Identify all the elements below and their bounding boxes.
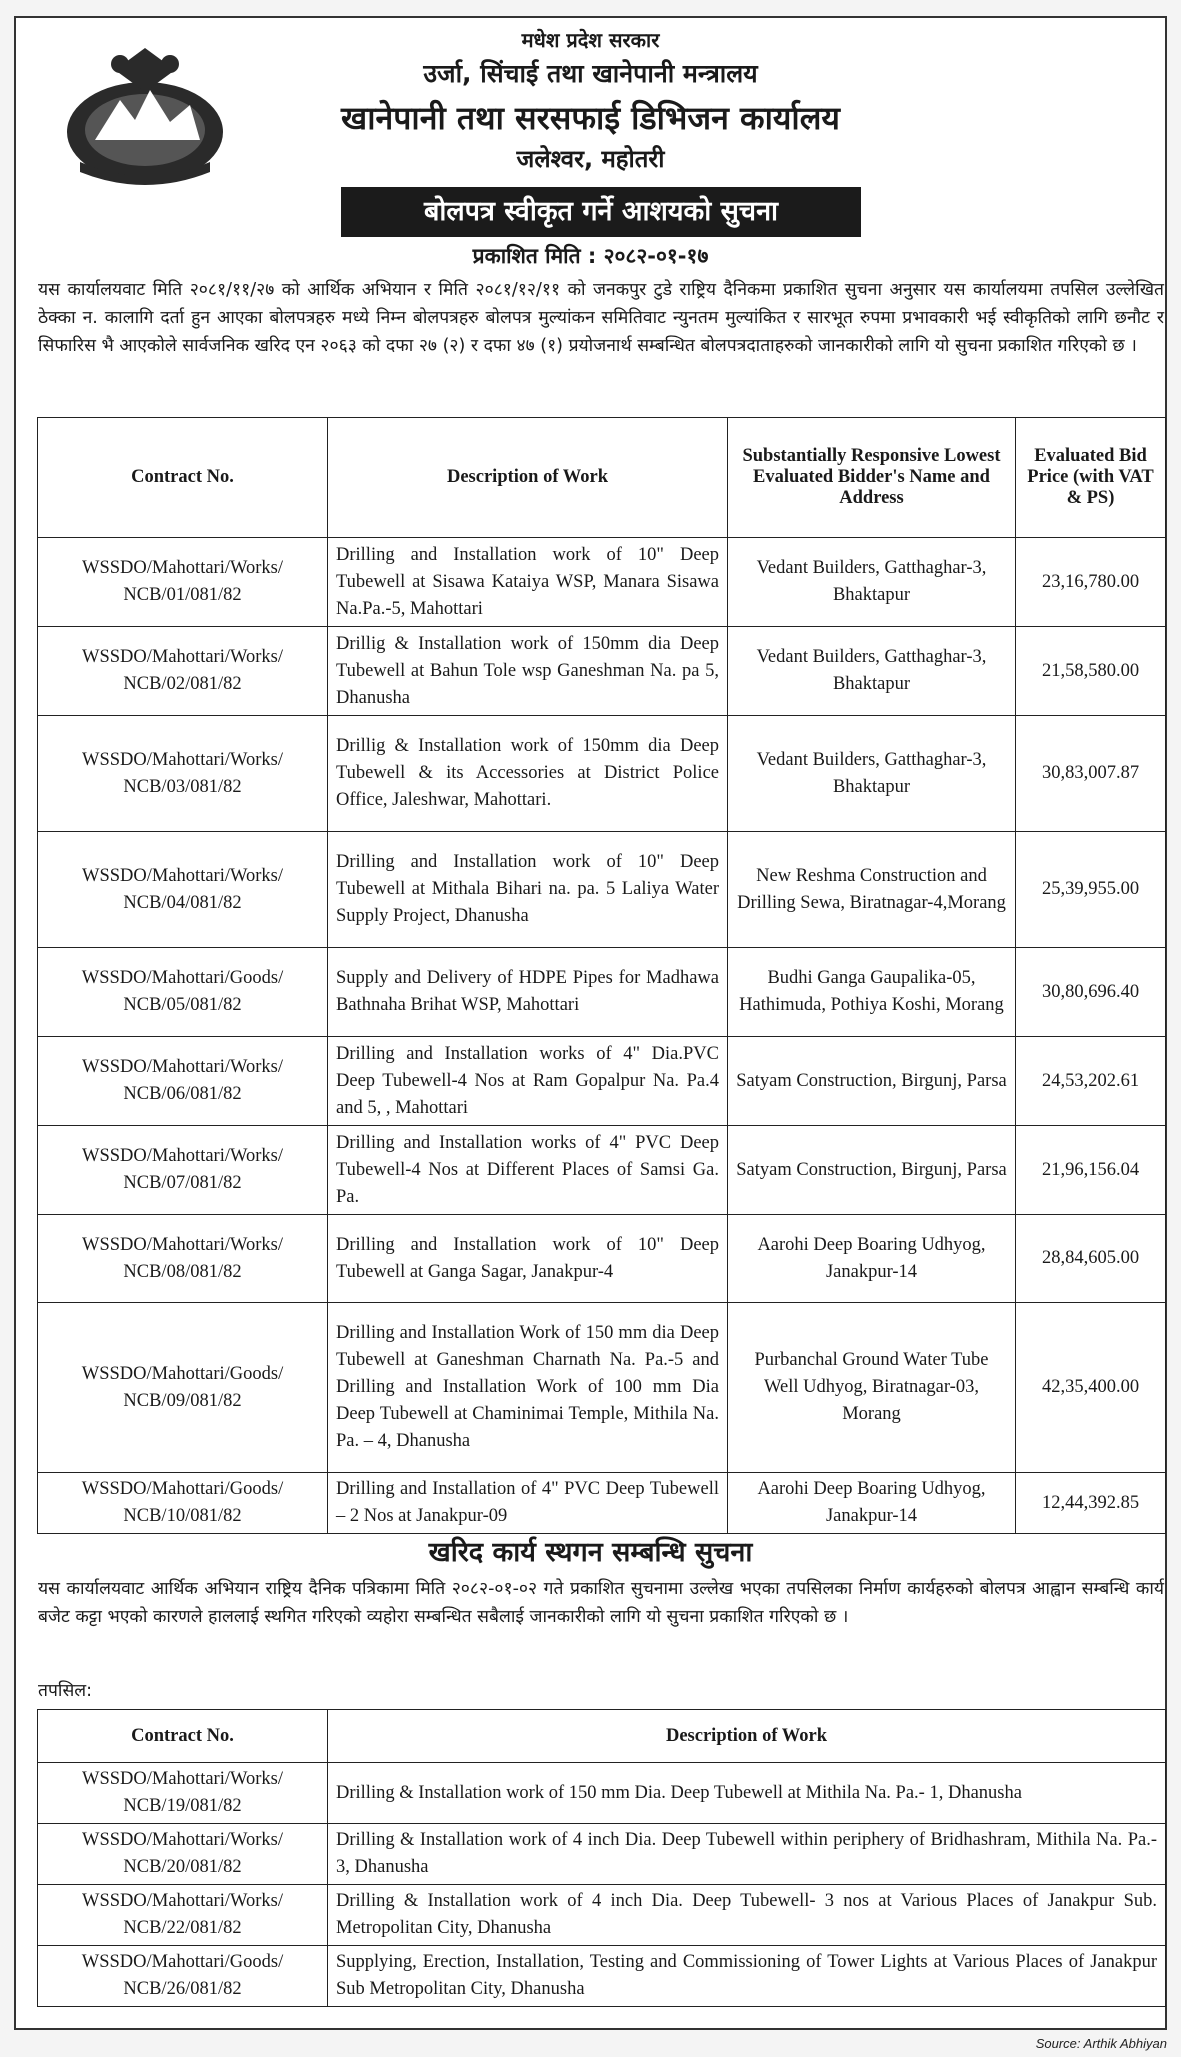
table-row	[38, 1126, 1166, 1215]
bidder-name: Vedant Builders, Gatthaghar-3, Bhaktapur	[728, 716, 1016, 832]
table-row	[38, 1215, 1166, 1303]
table-row	[38, 1037, 1166, 1126]
work-description: Drilling & Installation work of 4 inch Dia. Deep Tubewell- 3 nos at Various Places of Janakpur Sub. Metropolitan City, Dhanusha	[328, 1885, 1166, 1946]
table-row	[38, 1303, 1166, 1473]
contract-no: WSSDO/Mahottari/Goods/ NCB/10/081/82	[38, 1473, 328, 1534]
work-description: Drillig & Installation work of 150mm dia Deep Tubewell at Bahun Tole wsp Ganeshman Na. pa 5, Dhanusha	[328, 627, 728, 716]
work-description: Drilling and Installation works of 4" PVC Deep Tubewell-4 Nos at Different Places of Samsi Ga. Pa.	[328, 1126, 728, 1215]
contract-no: WSSDO/Mahottari/Goods/ NCB/05/081/82	[38, 948, 328, 1037]
table-row	[38, 1763, 1166, 1824]
source-credit: Source: Arthik Abhiyan	[1035, 2036, 1167, 2051]
table-row	[38, 832, 1166, 948]
bidder-name: Aarohi Deep Boaring Udhyog, Janakpur-14	[728, 1473, 1016, 1534]
contract-no: WSSDO/Mahottari/Works/ NCB/06/081/82	[38, 1037, 328, 1126]
bidder-name: Purbanchal Ground Water Tube Well Udhyog, Biratnagar-03, Morang	[728, 1303, 1016, 1473]
office-location: जलेश्वर, महोतरी	[516, 145, 665, 173]
table-row	[38, 716, 1166, 832]
bidder-name: Vedant Builders, Gatthaghar-3, Bhaktapur	[728, 627, 1016, 716]
published-date: प्रकाशित मिति : २०८२-०१-१७	[472, 244, 709, 268]
col-price: Evaluated Bid Price (with VAT & PS)	[1016, 418, 1166, 538]
bidder-name: Vedant Builders, Gatthaghar-3, Bhaktapur	[728, 538, 1016, 627]
bid-price: 30,83,007.87	[1016, 716, 1166, 832]
bid-acceptance-table	[37, 417, 1166, 1534]
work-description: Drilling and Installation Work of 150 mm dia Deep Tubewell at Ganeshman Charnath Na. Pa.-5 and Drilling and Installation Work of 100 mm Dia Deep Tubewell at Chaminimai Temple, Mithila Na. Pa. – 4, Dhanusha	[328, 1303, 728, 1473]
bidder-name: Aarohi Deep Boaring Udhyog, Janakpur-14	[728, 1215, 1016, 1303]
table-header-row	[38, 1710, 1166, 1763]
contract-no: WSSDO/Mahottari/Works/ NCB/01/081/82	[38, 538, 328, 627]
bid-price: 24,53,202.61	[1016, 1037, 1166, 1126]
bid-price: 28,84,605.00	[1016, 1215, 1166, 1303]
contract-no: WSSDO/Mahottari/Works/ NCB/20/081/82	[38, 1824, 328, 1885]
table-row	[38, 1824, 1166, 1885]
bidder-name: New Reshma Construction and Drilling Sewa, Biratnagar-4,Morang	[728, 832, 1016, 948]
table-row	[38, 538, 1166, 627]
table-row	[38, 1946, 1166, 2007]
table-row	[38, 627, 1166, 716]
contract-no: WSSDO/Mahottari/Goods/ NCB/26/081/82	[38, 1946, 328, 2007]
contract-no: WSSDO/Mahottari/Works/ NCB/02/081/82	[38, 627, 328, 716]
office-name: खानेपानी तथा सरसफाई डिभिजन कार्यालय	[341, 99, 840, 137]
bid-price: 12,44,392.85	[1016, 1473, 1166, 1534]
postponement-paragraph: यस कार्यालयवाट आर्थिक अभियान राष्ट्रिय दैनिक पत्रिकामा मिति २०८२-०१-०२ गते प्रकाशित सुचनामा उल्लेख भएका तपसिलका निर्माण कार्यहरुको बोलपत्र आह्वान सम्बन्धि कार्य बजेट कट्टा भएको कारणले हाललाई स्थगित गरिएको व्यहोरा सम्बन्धित सबैलाई जानकारीको लागि यो सुचना प्रकाशित गरिएको छ ।	[38, 1579, 1164, 1627]
work-description: Drilling and Installation of 4" PVC Deep Tubewell – 2 Nos at Janakpur-09	[328, 1473, 728, 1534]
work-description: Drilling & Installation work of 150 mm Dia. Deep Tubewell at Mithila Na. Pa.- 1, Dhanusha	[328, 1763, 1166, 1824]
col-contract-no: Contract No.	[38, 1710, 328, 1763]
bid-price: 42,35,400.00	[1016, 1303, 1166, 1473]
col-description: Description of Work	[328, 1710, 1166, 1763]
contract-no: WSSDO/Mahottari/Goods/ NCB/09/081/82	[38, 1303, 328, 1473]
bid-price: 21,58,580.00	[1016, 627, 1166, 716]
table-row	[38, 1885, 1166, 1946]
bid-price: 30,80,696.40	[1016, 948, 1166, 1037]
tapasil-label: तपसिल:	[38, 1681, 93, 1701]
ministry-name: उर्जा, सिंचाई तथा खानेपानी मन्त्रालय	[423, 59, 758, 88]
bidder-name: Satyam Construction, Birgunj, Parsa	[728, 1037, 1016, 1126]
work-description: Supplying, Erection, Installation, Testing and Commissioning of Tower Lights at Various Places of Janakpur Sub Metropolitan City, Dhanusha	[328, 1946, 1166, 2007]
work-description: Drillig & Installation work of 150mm dia Deep Tubewell & its Accessories at District Police Office, Jaleshwar, Mahottari.	[328, 716, 728, 832]
contract-no: WSSDO/Mahottari/Works/ NCB/04/081/82	[38, 832, 328, 948]
col-description: Description of Work	[328, 418, 728, 538]
col-bidder: Substantially Responsive Lowest Evaluated Bidder's Name and Address	[728, 418, 1016, 538]
bid-price: 25,39,955.00	[1016, 832, 1166, 948]
postponed-works-table	[37, 1709, 1166, 2007]
table-row	[38, 948, 1166, 1037]
work-description: Drilling & Installation work of 4 inch Dia. Deep Tubewell within periphery of Bridhashram, Mithila Na. Pa.- 3, Dhanusha	[328, 1824, 1166, 1885]
bid-price: 23,16,780.00	[1016, 538, 1166, 627]
intro-paragraph: यस कार्यालयवाट मिति २०८१/११/२७ को आर्थिक अभियान र मिति २०८१/१२/११ को जनकपुर टुडे राष्ट्रिय दैनिकमा प्रकाशित सुचना अनुसार यस कार्यालयमा तपसिल उल्लेखित ठेक्का न. कालागि दर्ता हुन आएका बोलपत्रहरु मध्ये निम्न बोलपत्रहरु बोलपत्र मुल्यांकन समितिवाट न्युनतम मुल्यांकित र सारभूत रुपमा प्रभावकारी भई स्वीकृतिको लागि छनौट र सिफारिस भै आएकोले सार्वजनिक खरिद एन २०६३ को दफा २७ (२) र दफा ४७ (१) प्रयोजनार्थ सम्बन्धित बोलपत्रदाताहरुको जानकारीको लागि यो सुचना प्रकाशित गरिएको छ ।	[38, 280, 1164, 356]
postponement-title: खरिद कार्य स्थगन सम्बन्धि सुचना	[428, 1537, 753, 1568]
work-description: Drilling and Installation work of 10" Deep Tubewell at Mithala Bihari na. pa. 5 Laliya Water Supply Project, Dhanusha	[328, 832, 728, 948]
contract-no: WSSDO/Mahottari/Works/ NCB/19/081/82	[38, 1763, 328, 1824]
table-row	[38, 1473, 1166, 1534]
contract-no: WSSDO/Mahottari/Works/ NCB/08/081/82	[38, 1215, 328, 1303]
contract-no: WSSDO/Mahottari/Works/ NCB/07/081/82	[38, 1126, 328, 1215]
work-description: Supply and Delivery of HDPE Pipes for Madhawa Bathnaha Brihat WSP, Mahottari	[328, 948, 728, 1037]
bidder-name: Satyam Construction, Birgunj, Parsa	[728, 1126, 1016, 1215]
bidder-name: Budhi Ganga Gaupalika-05, Hathimuda, Pothiya Koshi, Morang	[728, 948, 1016, 1037]
work-description: Drilling and Installation work of 10" Deep Tubewell at Sisawa Kataiya WSP, Manara Sisawa Na.Pa.-5, Mahottari	[328, 538, 728, 627]
work-description: Drilling and Installation work of 10" Deep Tubewell at Ganga Sagar, Janakpur-4	[328, 1215, 728, 1303]
contract-no: WSSDO/Mahottari/Works/ NCB/03/081/82	[38, 716, 328, 832]
col-contract-no: Contract No.	[38, 418, 328, 538]
work-description: Drilling and Installation works of 4" Dia.PVC Deep Tubewell-4 Nos at Ram Gopalpur Na. Pa.4 and 5, , Mahottari	[328, 1037, 728, 1126]
notice-title-banner: बोलपत्र स्वीकृत गर्ने आशयको सुचना	[341, 187, 861, 237]
table-header-row	[38, 418, 1166, 538]
province-government: मधेश प्रदेश सरकार	[521, 28, 660, 52]
contract-no: WSSDO/Mahottari/Works/ NCB/22/081/82	[38, 1885, 328, 1946]
bid-price: 21,96,156.04	[1016, 1126, 1166, 1215]
